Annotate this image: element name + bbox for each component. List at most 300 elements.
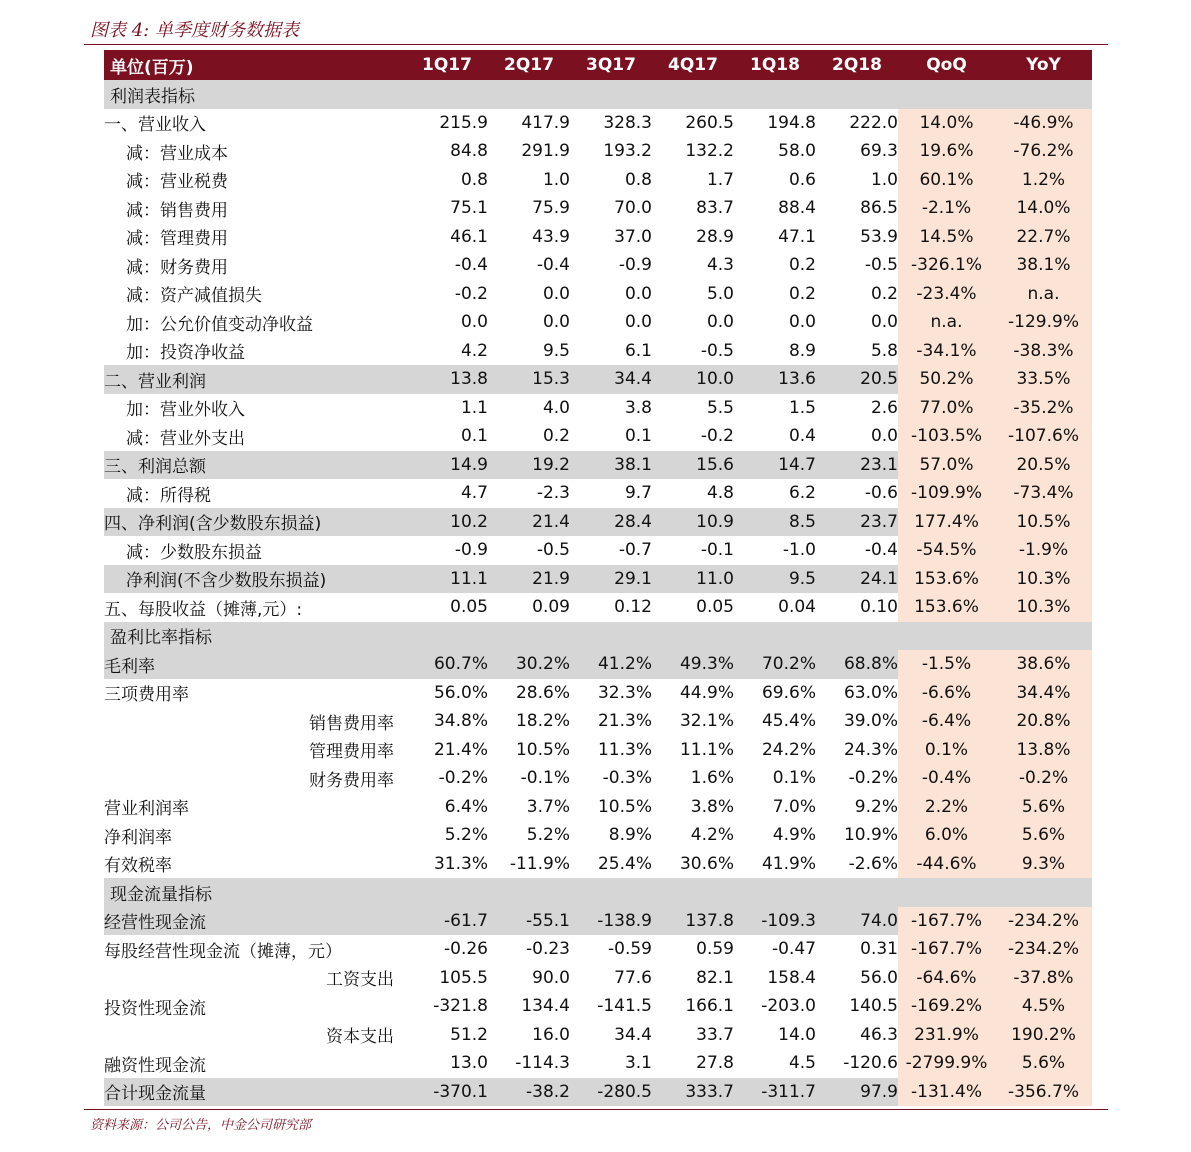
value-cell: 39.0%: [843, 711, 898, 732]
table-row: [104, 593, 1092, 622]
yoy-cell: 1.2%: [995, 166, 1092, 195]
value-cell: -0.26: [444, 939, 488, 960]
section-row: [104, 878, 1092, 907]
value-cell: 23.1: [816, 451, 898, 480]
row-label: 减：资产减值损失: [126, 286, 262, 307]
yoy-cell: 5.6%: [995, 793, 1092, 822]
value-cell: 15.3: [488, 365, 570, 394]
yoy-cell: 10.3%: [995, 593, 1092, 622]
yoy-cell: 22.7%: [995, 223, 1092, 252]
value-cell: 0.2: [788, 255, 816, 276]
value-cell: 14.7: [734, 451, 816, 480]
value-cell: 24.1: [816, 565, 898, 594]
value-cell: 11.3%: [597, 739, 652, 760]
row-label: 减：财务费用: [126, 257, 228, 278]
value-cell: 132.2: [685, 141, 734, 162]
value-cell: 82.1: [696, 967, 734, 988]
row-label: 加：公允价值变动净收益: [126, 314, 313, 335]
yoy-cell: -73.4%: [995, 479, 1092, 508]
section-label: 现金流量指标: [104, 878, 1092, 907]
value-cell: 41.9%: [761, 853, 816, 874]
table-row: [104, 1049, 1092, 1078]
value-cell: 46.3: [860, 1024, 898, 1045]
qoq-cell: 177.4%: [898, 508, 995, 537]
row-label: 净利润(不含少数股东损益): [104, 565, 406, 594]
value-cell: -61.7: [406, 907, 488, 936]
source-rule: [84, 1109, 1108, 1110]
table-row: [104, 109, 1092, 138]
value-cell: -0.2: [454, 283, 488, 304]
row-label: 合计现金流量: [104, 1078, 406, 1107]
value-cell: 77.6: [614, 967, 652, 988]
yoy-cell: 5.6%: [995, 821, 1092, 850]
table-row: [104, 992, 1092, 1021]
value-cell: 25.4%: [597, 853, 652, 874]
value-cell: -0.1%: [520, 768, 570, 789]
value-cell: 21.4%: [433, 739, 488, 760]
qoq-cell: -6.4%: [898, 707, 995, 736]
value-cell: 18.2%: [515, 711, 570, 732]
qoq-cell: -44.6%: [898, 850, 995, 879]
row-label: 减：销售费用: [126, 200, 228, 221]
row-label: 融资性现金流: [104, 1055, 206, 1076]
row-label: 有效税率: [104, 856, 172, 877]
value-cell: -321.8: [433, 996, 488, 1017]
value-cell: 13.6: [734, 365, 816, 394]
value-cell: 11.0: [652, 565, 734, 594]
value-cell: 0.0: [870, 312, 898, 333]
value-cell: 6.1: [624, 340, 652, 361]
value-cell: 88.4: [778, 198, 816, 219]
value-cell: 9.5: [734, 565, 816, 594]
value-cell: -109.3: [734, 907, 816, 936]
row-label: 销售费用率: [309, 713, 394, 734]
yoy-cell: -35.2%: [995, 394, 1092, 423]
table-row: [104, 394, 1092, 423]
qoq-cell: 0.1%: [898, 736, 995, 765]
value-cell: 10.5%: [515, 739, 570, 760]
qoq-cell: -1.5%: [898, 650, 995, 679]
value-cell: 68.8%: [816, 650, 898, 679]
value-cell: -0.1: [700, 540, 734, 561]
caption-rule: [84, 44, 1108, 45]
value-cell: 4.3: [706, 255, 734, 276]
value-cell: 1.6%: [690, 768, 734, 789]
value-cell: 0.8: [460, 169, 488, 190]
row-label: 减：营业外支出: [126, 428, 245, 449]
table-row: [104, 764, 1092, 793]
qoq-cell: -23.4%: [898, 280, 995, 309]
value-cell: 193.2: [603, 141, 652, 162]
value-cell: 8.9%: [608, 825, 652, 846]
value-cell: 0.10: [860, 597, 898, 618]
value-cell: 9.2%: [854, 796, 898, 817]
value-cell: -0.2%: [438, 768, 488, 789]
value-cell: -138.9: [570, 907, 652, 936]
row-label: 三、利润总额: [104, 451, 406, 480]
value-cell: 51.2: [450, 1024, 488, 1045]
row-label: 五、每股收益（摊薄,元）:: [104, 599, 303, 620]
yoy-cell: -76.2%: [995, 137, 1092, 166]
table-row: [104, 137, 1092, 166]
table-row: [104, 736, 1092, 765]
qoq-cell: -6.6%: [898, 679, 995, 708]
value-cell: 75.9: [532, 198, 570, 219]
qoq-cell: 60.1%: [898, 166, 995, 195]
value-cell: 31.3%: [433, 853, 488, 874]
row-label: 财务费用率: [309, 770, 394, 791]
qoq-cell: 153.6%: [898, 565, 995, 594]
yoy-cell: -46.9%: [995, 109, 1092, 138]
value-cell: 7.0%: [772, 796, 816, 817]
value-cell: 38.1: [570, 451, 652, 480]
value-cell: 27.8: [696, 1053, 734, 1074]
value-cell: 1.0: [542, 169, 570, 190]
row-label: 一、营业收入: [104, 115, 206, 136]
row-label: 工资支出: [326, 970, 394, 991]
value-cell: 20.5: [816, 365, 898, 394]
value-cell: 8.5: [734, 508, 816, 537]
value-cell: -0.23: [526, 939, 570, 960]
value-cell: 43.9: [532, 226, 570, 247]
value-cell: 11.1: [406, 565, 488, 594]
qoq-cell: 14.5%: [898, 223, 995, 252]
yoy-cell: -107.6%: [995, 422, 1092, 451]
value-cell: -0.2: [700, 426, 734, 447]
value-cell: -2.6%: [848, 853, 898, 874]
value-cell: 291.9: [521, 141, 570, 162]
yoy-cell: n.a.: [995, 280, 1092, 309]
value-cell: 0.0: [624, 312, 652, 333]
value-cell: 23.7: [816, 508, 898, 537]
qoq-cell: -54.5%: [898, 536, 995, 565]
value-cell: 0.05: [450, 597, 488, 618]
value-cell: 0.59: [696, 939, 734, 960]
value-cell: 75.1: [450, 198, 488, 219]
table-row: [104, 422, 1092, 451]
value-cell: 4.0: [542, 397, 570, 418]
source-note: 资料来源：公司公告，中金公司研究部: [90, 1118, 312, 1133]
value-cell: 30.6%: [679, 853, 734, 874]
value-cell: 1.0: [870, 169, 898, 190]
value-cell: 10.9%: [843, 825, 898, 846]
table-row: [104, 850, 1092, 879]
table-row: [104, 565, 1092, 594]
value-cell: -370.1: [406, 1078, 488, 1107]
value-cell: 28.4: [570, 508, 652, 537]
financial-table: [104, 50, 1092, 1106]
value-cell: 83.7: [696, 198, 734, 219]
value-cell: 1.5: [788, 397, 816, 418]
value-cell: 69.6%: [761, 682, 816, 703]
yoy-cell: 38.6%: [995, 650, 1092, 679]
qoq-cell: -34.1%: [898, 337, 995, 366]
table-row: [104, 308, 1092, 337]
yoy-cell: 20.5%: [995, 451, 1092, 480]
value-cell: 24.2%: [761, 739, 816, 760]
yoy-cell: -234.2%: [995, 907, 1092, 936]
qoq-cell: 19.6%: [898, 137, 995, 166]
value-cell: 0.0: [706, 312, 734, 333]
value-cell: 0.4: [788, 426, 816, 447]
yoy-cell: 20.8%: [995, 707, 1092, 736]
qoq-cell: -2799.9%: [898, 1049, 995, 1078]
value-cell: -0.6: [864, 483, 898, 504]
value-cell: 4.8: [706, 483, 734, 504]
yoy-cell: 34.4%: [995, 679, 1092, 708]
value-cell: 5.0: [706, 283, 734, 304]
yoy-cell: 10.5%: [995, 508, 1092, 537]
table-row: [104, 536, 1092, 565]
value-cell: -141.5: [597, 996, 652, 1017]
value-cell: 56.0: [860, 967, 898, 988]
qoq-cell: -326.1%: [898, 251, 995, 280]
table-row: [104, 679, 1092, 708]
qoq-cell: 77.0%: [898, 394, 995, 423]
value-cell: -0.47: [772, 939, 816, 960]
yoy-cell: -0.2%: [995, 764, 1092, 793]
value-cell: 49.3%: [652, 650, 734, 679]
value-cell: -0.9: [454, 540, 488, 561]
row-label: 投资性现金流: [104, 998, 206, 1019]
value-cell: -114.3: [515, 1053, 570, 1074]
value-cell: 328.3: [603, 112, 652, 133]
table-row: [104, 166, 1092, 195]
section-label: 盈利比率指标: [104, 622, 1092, 651]
table-row: [104, 337, 1092, 366]
yoy-cell: -1.9%: [995, 536, 1092, 565]
table-row: [104, 1021, 1092, 1050]
value-cell: 0.0: [624, 283, 652, 304]
qoq-cell: 57.0%: [898, 451, 995, 480]
value-cell: -0.5: [536, 540, 570, 561]
value-cell: 70.2%: [734, 650, 816, 679]
value-cell: 260.5: [685, 112, 734, 133]
yoy-cell: 9.3%: [995, 850, 1092, 879]
value-cell: 10.0: [652, 365, 734, 394]
value-cell: 34.8%: [433, 711, 488, 732]
value-cell: 5.5: [706, 397, 734, 418]
value-cell: -120.6: [843, 1053, 898, 1074]
value-cell: 4.2: [460, 340, 488, 361]
row-label: 每股经营性现金流（摊薄，元）: [104, 941, 342, 962]
qoq-cell: 231.9%: [898, 1021, 995, 1050]
value-cell: 0.0: [460, 312, 488, 333]
value-cell: 13.8: [406, 365, 488, 394]
value-cell: 0.2: [788, 283, 816, 304]
value-cell: -2.3: [536, 483, 570, 504]
value-cell: 3.8%: [690, 796, 734, 817]
value-cell: -0.4: [536, 255, 570, 276]
value-cell: 16.0: [532, 1024, 570, 1045]
value-cell: 0.0: [788, 312, 816, 333]
value-cell: 4.5: [788, 1053, 816, 1074]
qoq-cell: -64.6%: [898, 964, 995, 993]
row-label: 毛利率: [104, 650, 406, 679]
qoq-cell: 6.0%: [898, 821, 995, 850]
value-cell: 0.0: [542, 312, 570, 333]
value-cell: 0.2: [870, 283, 898, 304]
yoy-cell: 38.1%: [995, 251, 1092, 280]
value-cell: 9.7: [624, 483, 652, 504]
value-cell: 0.8: [624, 169, 652, 190]
table-row: [104, 194, 1092, 223]
yoy-cell: 10.3%: [995, 565, 1092, 594]
table-row: [104, 935, 1092, 964]
value-cell: 194.8: [767, 112, 816, 133]
value-cell: 63.0%: [843, 682, 898, 703]
value-cell: 0.0: [870, 426, 898, 447]
value-cell: 41.2%: [570, 650, 652, 679]
table-row: [104, 707, 1092, 736]
value-cell: 19.2: [488, 451, 570, 480]
value-cell: 6.2: [788, 483, 816, 504]
table-row: [104, 223, 1092, 252]
value-cell: 140.5: [849, 996, 898, 1017]
section-row: [104, 622, 1092, 651]
value-cell: 222.0: [849, 112, 898, 133]
value-cell: 69.3: [860, 141, 898, 162]
qoq-cell: -2.1%: [898, 194, 995, 223]
value-cell: 0.6: [788, 169, 816, 190]
row-label: 减：营业成本: [126, 143, 228, 164]
value-cell: 97.9: [816, 1078, 898, 1107]
table-row: [104, 280, 1092, 309]
value-cell: -0.3%: [602, 768, 652, 789]
value-cell: 417.9: [521, 112, 570, 133]
value-cell: 3.1: [624, 1053, 652, 1074]
section-label: 利润表指标: [104, 80, 1092, 109]
value-cell: 215.9: [439, 112, 488, 133]
header-3q17: 3Q17: [570, 50, 652, 80]
yoy-cell: 190.2%: [995, 1021, 1092, 1050]
row-label: 四、净利润(含少数股东损益): [104, 508, 406, 537]
value-cell: 10.9: [652, 508, 734, 537]
value-cell: -0.4: [864, 540, 898, 561]
value-cell: 158.4: [767, 967, 816, 988]
yoy-cell: -37.8%: [995, 964, 1092, 993]
value-cell: 58.0: [778, 141, 816, 162]
value-cell: 32.3%: [597, 682, 652, 703]
value-cell: -0.5: [700, 340, 734, 361]
table-row: [104, 964, 1092, 993]
value-cell: -0.5: [864, 255, 898, 276]
value-cell: -1.0: [782, 540, 816, 561]
value-cell: 0.12: [614, 597, 652, 618]
qoq-cell: 2.2%: [898, 793, 995, 822]
yoy-cell: -234.2%: [995, 935, 1092, 964]
value-cell: 0.31: [860, 939, 898, 960]
header-2q18: 2Q18: [816, 50, 898, 80]
header-yoy: YoY: [995, 50, 1092, 80]
value-cell: 14.9: [406, 451, 488, 480]
value-cell: 4.7: [460, 483, 488, 504]
qoq-cell: -167.7%: [898, 907, 995, 936]
value-cell: 37.0: [614, 226, 652, 247]
value-cell: 21.3%: [597, 711, 652, 732]
value-cell: 5.2%: [526, 825, 570, 846]
value-cell: 1.7: [706, 169, 734, 190]
value-cell: 24.3%: [843, 739, 898, 760]
table-row: [104, 650, 1092, 679]
value-cell: 34.4: [614, 1024, 652, 1045]
value-cell: 30.2%: [488, 650, 570, 679]
value-cell: 0.04: [778, 597, 816, 618]
yoy-cell: 4.5%: [995, 992, 1092, 1021]
yoy-cell: -356.7%: [995, 1078, 1092, 1107]
header-qoq: QoQ: [898, 50, 995, 80]
value-cell: 0.09: [532, 597, 570, 618]
table-row: [104, 821, 1092, 850]
qoq-cell: -167.7%: [898, 935, 995, 964]
value-cell: 137.8: [652, 907, 734, 936]
yoy-cell: 13.8%: [995, 736, 1092, 765]
value-cell: -11.9%: [509, 853, 570, 874]
value-cell: 33.7: [696, 1024, 734, 1045]
table-row: [104, 1078, 1092, 1107]
row-label: 减：少数股东损益: [126, 542, 262, 563]
value-cell: 28.9: [696, 226, 734, 247]
value-cell: 56.0%: [433, 682, 488, 703]
value-cell: 45.4%: [761, 711, 816, 732]
value-cell: -38.2: [488, 1078, 570, 1107]
value-cell: 32.1%: [679, 711, 734, 732]
header-1q17: 1Q17: [406, 50, 488, 80]
row-label: 净利润率: [104, 827, 172, 848]
value-cell: 70.0: [614, 198, 652, 219]
header-4q17: 4Q17: [652, 50, 734, 80]
value-cell: 9.5: [542, 340, 570, 361]
row-label: 二、营业利润: [104, 365, 406, 394]
value-cell: 28.6%: [515, 682, 570, 703]
value-cell: 0.1%: [772, 768, 816, 789]
header-2q17: 2Q17: [488, 50, 570, 80]
value-cell: -0.2%: [848, 768, 898, 789]
value-cell: -203.0: [761, 996, 816, 1017]
section-row: [104, 80, 1092, 109]
qoq-cell: -169.2%: [898, 992, 995, 1021]
value-cell: 2.6: [870, 397, 898, 418]
row-label: 减：所得税: [126, 485, 211, 506]
row-label: 经营性现金流: [104, 907, 406, 936]
value-cell: 0.0: [542, 283, 570, 304]
value-cell: 134.4: [521, 996, 570, 1017]
value-cell: 166.1: [685, 996, 734, 1017]
value-cell: -55.1: [488, 907, 570, 936]
yoy-cell: 5.6%: [995, 1049, 1092, 1078]
value-cell: 0.1: [460, 426, 488, 447]
value-cell: 86.5: [860, 198, 898, 219]
value-cell: -0.59: [608, 939, 652, 960]
value-cell: 0.1: [624, 426, 652, 447]
value-cell: 21.9: [488, 565, 570, 594]
yoy-cell: -38.3%: [995, 337, 1092, 366]
value-cell: 34.4: [570, 365, 652, 394]
value-cell: -0.9: [618, 255, 652, 276]
value-cell: -280.5: [570, 1078, 652, 1107]
row-label: 减：管理费用: [126, 229, 228, 250]
row-label: 营业利润率: [104, 799, 189, 820]
table-body: [104, 80, 1092, 1106]
qoq-cell: -131.4%: [898, 1078, 995, 1107]
row-label: 三项费用率: [104, 685, 189, 706]
header-1q18: 1Q18: [734, 50, 816, 80]
value-cell: 1.1: [460, 397, 488, 418]
value-cell: 53.9: [860, 226, 898, 247]
row-label: 资本支出: [326, 1027, 394, 1048]
value-cell: 0.05: [696, 597, 734, 618]
table-row: [104, 365, 1092, 394]
